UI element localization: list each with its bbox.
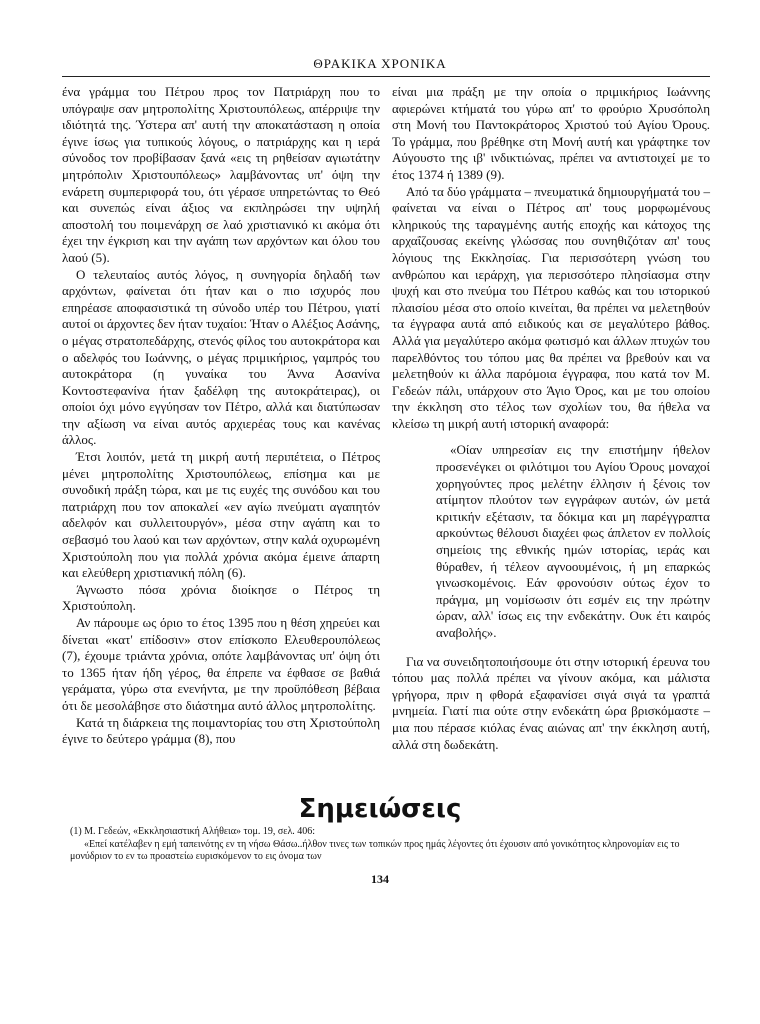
notes-heading: Σημειώσεις (298, 794, 462, 824)
right-column (392, 84, 710, 753)
paragraph: Αν πάρουμε ως όριο το έτος 1395 που η θέση χηρεύει και δίνεται «κατ' επίδοσιν» στον επίσκοπο Ελευθερουπόλεως (7), έχουμε τριάντα χρόνια, οπότε λαμβάνοντας υπ' όψη ότι το 1365 ήταν ήδη γέρος, θα έπρεπε να έφθασε σε βαθιά γεράματα, γύρω στα ενενήντα, με την προϋπόθεση βέβαια ότι δε μεσολάβησε στο διάστημα αυτό άλλος μητροπολίτης. (62, 615, 380, 713)
paragraph: Κατά τη διάρκεια της ποιμαντορίας του στη Χριστούπολη έγινε το δεύτερο γράμμα (8), που (62, 714, 380, 747)
left-column (62, 84, 380, 748)
paragraph: ένα γράμμα του Πέτρου προς τον Πατριάρχη που το υπόγραψε σαν μητροπολίτης Χριστουπόλεως, απέρριψε την ιδιότητά της. Ύστερα απ' αυτή την αποκατάσταση η οποία έγινε ίσως για τυπικούς λόγους, ο πατριάρχης και η ιερά σύνοδος τον προβίβασαν ξανά «εις τη ρηθείσαν αγιωτάτην μητρόπολιν Χριστουπόλεως» λαμβάνοντας υπ' όψη την ενάρετη συμπεριφορά του, ότι γέρασε υπηρετώντας το Θεό και συνεπώς είναι άξιος να εκπληρώσει την υψηλή αποστολή του ποιμενάρχη σε λαό χριστιανικό κι ακόμα ότι έχει την έγκριση και την αγάπη των αρχόντων και όλου του λαού (5). (62, 84, 380, 265)
footnote: (1) Μ. Γεδεών, «Εκκλησιαστική Αλήθεια» τομ. 19, σελ. 406: (70, 826, 316, 837)
paragraph: Άγνωστο πόσα χρόνια διοίκησε ο Πέτρος τη Χριστούπολη. (62, 581, 380, 614)
header-rule (62, 76, 710, 77)
page-number: 134 (371, 872, 389, 886)
journal-title: ΘΡΑΚΙΚΑ ΧΡΟΝΙΚΑ (313, 56, 447, 71)
block-quote: «Οίαν υπηρεσίαν εις την επιστήμην ήθελον προσενέγκει οι φιλότιμοι του Αγίου Όρους μοναχοί χορηγούντες προς μελέτην έλλησιν ή ξένοις τον ατίμητον πλούτον των εγγράφων αυτών, ών μετά κριτικήν εξέτασιν, τα δόκιμα και μη παρέγγραπτα αρκούντως θέλουσι διαχέει φως άπλετον εν πολλοίς σημείοις της εθνικής ημών ιστορίας, ιεράς και θύραθεν, ή τέλεον αγνοουμένοις, ή μη επαρκώς γινωσκομένοις. Εάν φρονούσιν ούτως έχον το πράγμα, μη νομίσωσιν ότι εσμέν εις την πρώτην ώραν, αλλ' ίσως εις την ενδεκάτην. Ουκ έτι καιρός αναβολής». (436, 442, 710, 640)
paragraph: Έτσι λοιπόν, μετά τη μικρή αυτή περιπέτεια, ο Πέτρος μένει μητροπολίτης Χριστουπόλεως, επίσημα και με συνοδική πράξη τώρα, και με τις ευχές της συνόδου και του πατριάρχη που τον αποκαλεί «εν αγίω πνεύματι αγαπητόν αδελφόν και συλλειτουργόν», μέσα στην αγάπη και το σεβασμό του λαού και των αρχόντων, στην καλά οχυρωμένη Χριστούπολη που για πολλά χρόνια ακόμα έμεινε άπαρτη και ελεύθερη χριστιανική πόλη (6). (62, 449, 380, 581)
footnotes (70, 826, 710, 864)
paragraph: Ο τελευταίος αυτός λόγος, η συνηγορία δηλαδή των αρχόντων, φαίνεται ότι ήταν και ο πιο ισχυρός που επηρέασε αποφασιστικά τη σύνοδο υπέρ του Πέτρου, γιατί αυτοί οι άρχοντες δεν ήταν τυχαίοι: Ήταν ο Αλέξιος Ασάνης, ο μέγας στρατοπεδάρχης, στενός φίλος του αυτοκράτορα και ο αδελφός του Ιωάννης, ο μέγας πριμικήριος, γαμπρός του αυτοκράτορα (η γυναίκα του Άννα Ασανίνα Κοντοστεφανίνα ήταν ξαδέλφη της αυτοκράτειρας), οι οποίοι όχι μόνο εγγύησαν τον Πέτρο, αλλά και διατύπωσαν την αξίωση να είναι αυτός αρχιερέας τους και κανένας άλλος. (62, 266, 380, 448)
footnote: «Επεί κατέλαβεν η εμή ταπεινότης εν τη νήσω Θάσω..ήλθον τινες των τοπικών προς ημάς λέγοντες ότι έχουσιν από γονικότητος κληρονομίαν εις το μονύδριον το εν τω προαστείω ευρισκόμενον το εις όνομα των (70, 838, 680, 862)
paragraph: Από τα δύο γράμματα – πνευματικά δημιουργήματά του – φαίνεται να είναι ο Πέτρος απ' τους μορφωμένους κληρικούς της ταραγμένης αυτής εποχής και κάτοχος της αρχαΐζουσας εκείνης γλώσσας που συνηθιζόταν απ' τους λόγιους της Εκκλησίας. Για περισσότερη γνώση του ανθρώπου και ιεράρχη, για περισσότερο πλησίασμα στην ψυχή και στο πνεύμα του Πέτρου καθώς και του ιστορικού πλαισίου μέσα στο οποίο κινείται, θα πρέπει να μελετηθούν τα έγγραφα αυτά από ειδικούς και σε μεγαλύτερο βάθος. Αλλά για μεγαλύτερο ακόμα φωτισμό και άλλων πτυχών του παρελθόντος του τόπου μας θα πρέπει να βρεθούν και να μελετηθούν κι άλλα παρόμοια έγγραφα, που κατά τον Μ. Γεδεών πάλι, υπάρχουν στο Άγιο Όρος, και με του οποίου την έκκληση στο τέλος των σχολίων του, θα ήθελα να κλείσω τη μικρή αυτή ιστορική αναφορά: (392, 183, 710, 431)
paragraph: είναι μια πράξη με την οποία ο πριμικήριος Ιωάννης αφιερώνει κτήματά του γύρω απ' το φρούριο Χρυσόπολη στη Μονή του Παντοκράτορος Χριστού τού Αγίου Όρους. Το γράμμα, που βρέθηκε στη Μονή αυτή και γράφτηκε τον Αύγουστο της ιβ' ινδικτιώνας, πρέπει να αντιστοιχεί με το έτος 1374 ή 1389 (9). (392, 84, 710, 182)
paragraph: Για να συνειδητοποιήσουμε ότι στην ιστορική έρευνα του τόπου μας πολλά πρέπει να γίνουν ακόμα, και μάλιστα γρήγορα, πριν η φθορά εξαφανίσει σιγά σιγά τα γραπτά μνημεία. Γιατί πια ούτε στην ενδεκάτη ώρα βρισκόμαστε – μια που πέρασε κιόλας ένας αιώνας απ' την έκκληση αυτή, αλλά στη δωδεκάτη. (392, 653, 710, 752)
